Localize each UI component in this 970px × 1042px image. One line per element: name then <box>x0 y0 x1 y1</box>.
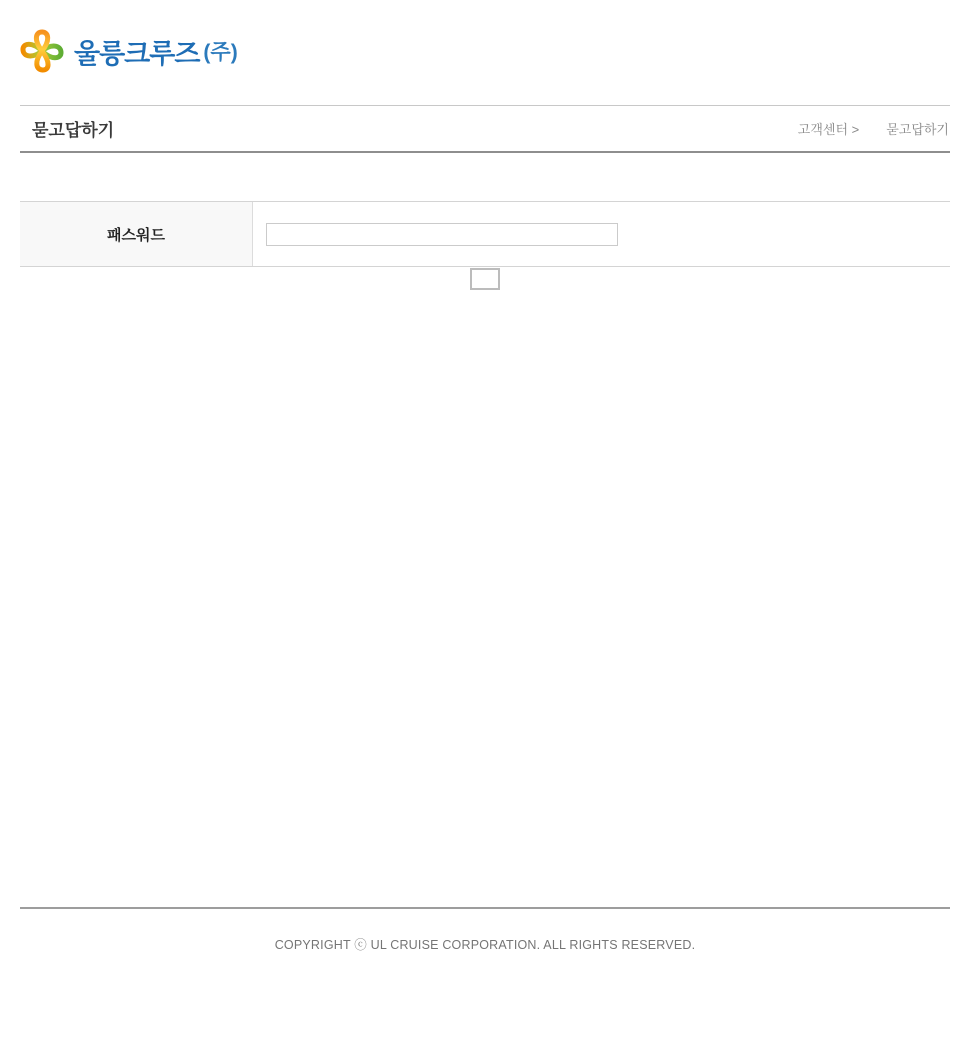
password-form-table <box>20 201 950 267</box>
page-content <box>20 0 950 953</box>
confirm-button[interactable] <box>470 268 500 290</box>
breadcrumb-current-page: 묻고답하기 <box>886 122 949 137</box>
page-title: 묻고답하기 <box>32 121 115 140</box>
logo-text: 울릉크루즈 <box>74 38 200 69</box>
password-input-cell <box>253 202 950 266</box>
logo-corp-suffix: (주) <box>203 41 238 64</box>
password-label: 패스워드 <box>20 202 253 266</box>
password-input[interactable] <box>266 223 618 246</box>
copyright-text: COPYRIGHT ⓒ UL CRUISE CORPORATION. ALL RIGHTS RESERVED. <box>274 938 696 952</box>
pinwheel-logo-icon <box>20 29 64 73</box>
breadcrumb <box>798 119 950 138</box>
submit-row <box>20 268 950 290</box>
footer <box>20 907 950 953</box>
logo-bar <box>20 0 950 73</box>
breadcrumb-customer-center[interactable]: 고객센터 > <box>797 122 860 137</box>
page-title-bar <box>20 105 950 153</box>
logo[interactable] <box>20 29 238 73</box>
